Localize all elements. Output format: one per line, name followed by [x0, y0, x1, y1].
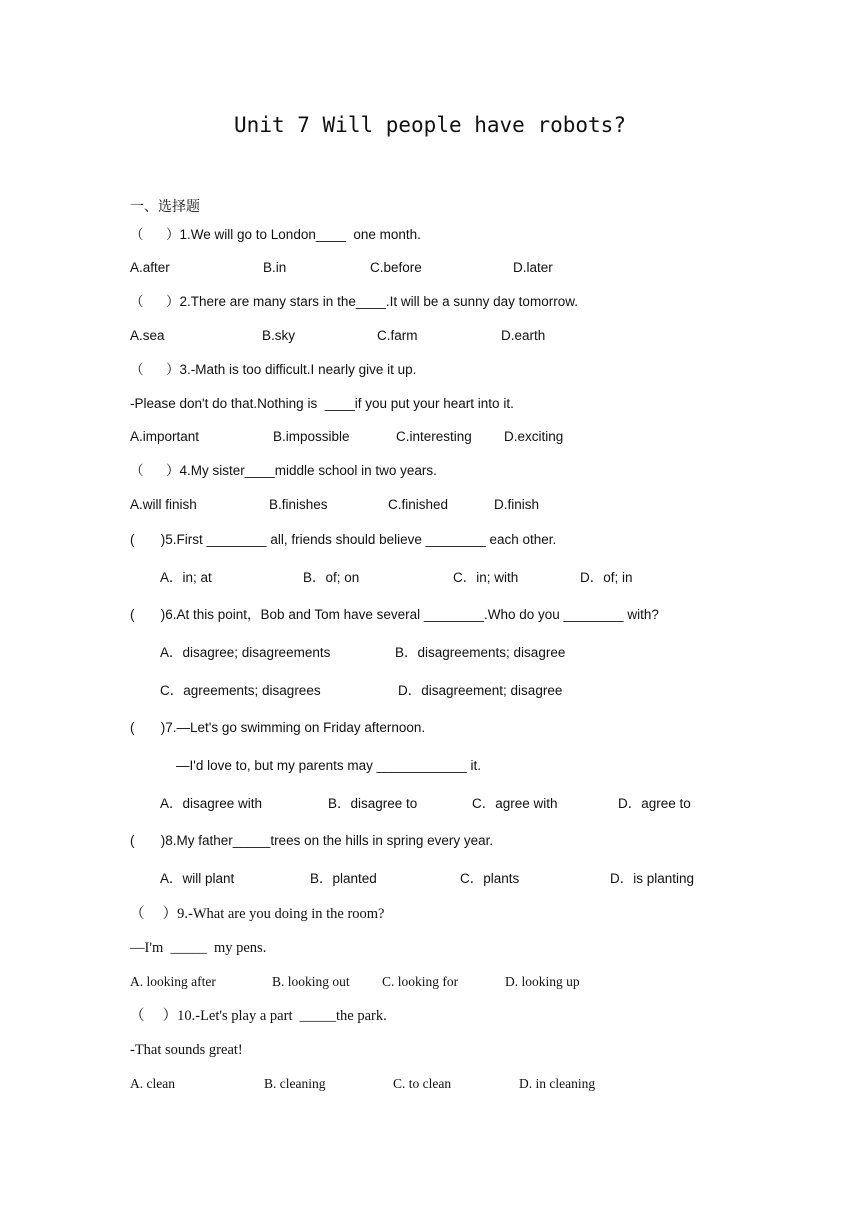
q2-option-b: B.sky [262, 328, 296, 343]
question-2-stem: （ ）2.There are many stars in the____.It will be a sunny day tomorrow. [130, 294, 578, 309]
q3-option-d: D.exciting [504, 429, 564, 444]
q4-option-d: D.finish [494, 497, 540, 512]
question-10-stem: （ ）10.-Let's play a part _____the park. [130, 1008, 387, 1024]
q4-option-b: B.finishes [269, 497, 328, 512]
q9-option-d: D. looking up [505, 974, 580, 989]
q8-option-d: D．is planting [610, 871, 695, 886]
q10-option-d: D. in cleaning [519, 1076, 596, 1091]
q3-option-b: B.impossible [273, 429, 350, 444]
q9-option-b: B. looking out [272, 974, 350, 989]
q6-option-d: D．disagreement; disagree [398, 683, 563, 698]
question-9-line2: —I'm _____ my pens. [130, 940, 267, 956]
q6-option-a: A．disagree; disagreements [160, 645, 331, 660]
q10-option-b: B. cleaning [264, 1076, 326, 1091]
q3-option-c: C.interesting [396, 429, 472, 444]
q1-option-a: A.after [130, 260, 170, 275]
q7-option-a: A．disagree with [160, 796, 263, 811]
q4-option-a: A.will finish [130, 497, 197, 512]
q8-option-a: A．will plant [160, 871, 235, 886]
q3-option-a: A.important [130, 429, 200, 444]
question-7-stem: ( )7.—Let's go swimming on Friday afternoon. [130, 720, 426, 735]
q6-option-c: C．agreements; disagrees [160, 683, 321, 698]
section-heading: 一、选择题 [130, 198, 200, 214]
q8-option-b: B．planted [310, 871, 377, 886]
question-7-line2: —I'd love to, but my parents may ____________ it. [176, 758, 482, 773]
q2-option-a: A.sea [130, 328, 165, 343]
question-3-stem: （ ）3.-Math is too difficult.I nearly give it up. [130, 362, 417, 377]
page-title: Unit 7 Will people have robots? [234, 113, 626, 137]
question-1-stem: （ ）1.We will go to London____ one month. [130, 227, 421, 242]
q9-option-a: A. looking after [130, 974, 216, 989]
q8-option-c: C．plants [460, 871, 520, 886]
question-6-stem: ( )6.At this point，Bob and Tom have several ________.Who do you ________ with? [130, 607, 659, 622]
q5-option-a: A．in; at [160, 570, 212, 585]
question-5-stem: ( )5.First ________ all, friends should believe ________ each other. [130, 532, 557, 547]
q7-option-b: B．disagree to [328, 796, 418, 811]
question-4-stem: （ ）4.My sister____middle school in two years. [130, 463, 437, 478]
question-3-line2: -Please don't do that.Nothing is ____if you put your heart into it. [130, 396, 514, 411]
question-8-stem: ( )8.My father_____trees on the hills in spring every year. [130, 833, 494, 848]
q10-option-a: A. clean [130, 1076, 175, 1091]
q5-option-b: B．of; on [303, 570, 360, 585]
q5-option-c: C．in; with [453, 570, 519, 585]
q1-option-c: C.before [370, 260, 422, 275]
q10-option-c: C. to clean [393, 1076, 452, 1091]
q4-option-c: C.finished [388, 497, 449, 512]
q7-option-c: C．agree with [472, 796, 558, 811]
q2-option-d: D.earth [501, 328, 546, 343]
q6-option-b: B．disagreements; disagree [395, 645, 566, 660]
q1-option-b: B.in [263, 260, 287, 275]
q7-option-d: D．agree to [618, 796, 691, 811]
question-10-line2: -That sounds great! [130, 1042, 243, 1058]
q2-option-c: C.farm [377, 328, 418, 343]
q5-option-d: D．of; in [580, 570, 633, 585]
q9-option-c: C. looking for [382, 974, 459, 989]
q1-option-d: D.later [513, 260, 553, 275]
question-9-stem: （ ）9.-What are you doing in the room? [130, 906, 385, 922]
